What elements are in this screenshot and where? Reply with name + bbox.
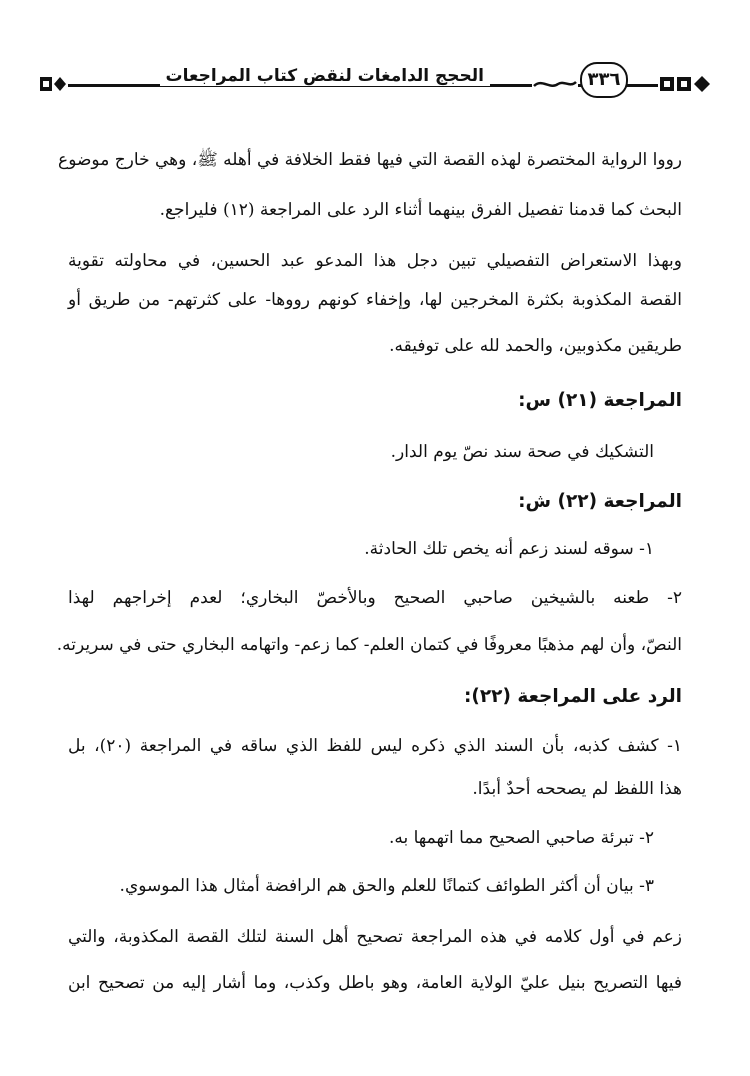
paragraph-line: وبهذا الاستعراض التفصيلي تبين دجل هذا المدعو عبد الحسين، في محاولته تقوية — [68, 251, 682, 271]
list-item: ١- سوقه لسند زعم أنه يخص تلك الحادثة. — [364, 539, 654, 559]
paragraph-line: البحث كما قدمنا تفصيل الفرق بينهما أثناء الرد على المراجعة (١٢) فليراجع. — [159, 200, 682, 220]
section-heading: الرد على المراجعة (٢٢): — [464, 686, 682, 707]
paragraph-line: طريقين مكذوبين، والحمد لله على توفيقه. — [389, 336, 682, 356]
paragraph-line: القصة المكذوبة بكثرة المخرجين لها، وإخفاء كونهم رووها- على كثرتهم- من طريق أو — [68, 290, 682, 310]
list-item: ٣- بيان أن أكثر الطوائف كتمانًا للعلم والحق هم الرافضة أمثال هذا الموسوي. — [119, 876, 654, 896]
header-swash-icon — [532, 76, 578, 92]
running-header — [38, 58, 712, 106]
list-item: ٢- طعنه بالشيخين صاحبي الصحيح وبالأخصّ البخاري؛ لعدم إخراجهم لهذا — [68, 588, 682, 608]
paragraph-line: فيها التصريح بنيل عليّ الولاية العامة، وهو باطل وكذب، وما أشار إليه من تصحيح ابن — [68, 973, 682, 993]
list-item: ١- كشف كذبه، بأن السند الذي ذكره ليس للفظ الذي ساقه في المراجعة (٢٠)، بل — [68, 736, 682, 756]
paragraph-line: النصّ، وأن لهم مذهبًا معروفًا في كتمان العلم- كما زعم- واتهامه البخاري حتى في سريرته. — [56, 635, 682, 655]
paragraph-line: هذا اللفظ لم يصححه أحدٌ أبدًا. — [472, 779, 682, 799]
section-heading: المراجعة (٢٢) ش: — [518, 491, 682, 512]
page-number: ٣٣٦ — [580, 62, 628, 98]
paragraph-line: التشكيك في صحة سند نصّ يوم الدار. — [390, 442, 654, 462]
paragraph-line: رووا الرواية المختصرة لهذه القصة التي فيها فقط الخلافة في أهله ﷺ، وهي خارج موضوع — [58, 150, 682, 170]
section-heading: المراجعة (٢١) س: — [518, 390, 682, 411]
running-title: الحجج الدامغات لنقض كتاب المراجعات — [160, 66, 490, 86]
list-item: ٢- تبرئة صاحبي الصحيح مما اتهمها به. — [388, 828, 654, 848]
header-ornament-right-icon — [658, 72, 712, 96]
header-ornament-left-icon — [38, 72, 68, 96]
paragraph-line: زعم في أول كلامه في هذه المراجعة تصحيح أهل السنة لتلك القصة المكذوبة، والتي — [68, 927, 682, 947]
